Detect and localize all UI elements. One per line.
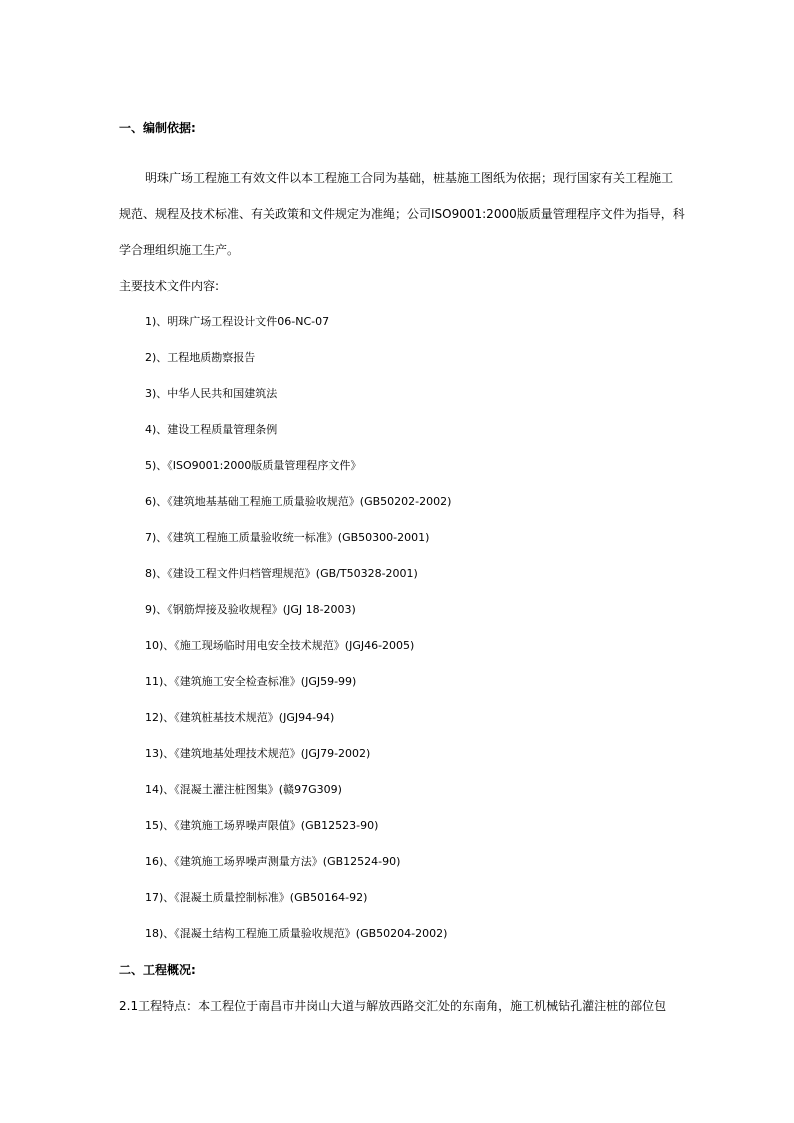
list-item: 1)、明珠广场工程设计文件06-NC-07 <box>145 315 330 328</box>
section-2-first-line: 2.1工程特点：本工程位于南昌市井岗山大道与解放西路交汇处的东南角，施工机械钻孔灌注桩的部位包 <box>119 999 667 1013</box>
paragraph-line-1: 明珠广场工程施工有效文件以本工程施工合同为基础，桩基施工图纸为依据；现行国家有关工程施工 <box>145 171 674 185</box>
list-item: 2)、工程地质勘察报告 <box>145 351 256 364</box>
list-item: 17)、《混凝土质量控制标准》(GB50164-92) <box>145 891 368 904</box>
list-item: 7)、《建筑工程施工质量验收统一标准》(GB50300-2001) <box>145 531 430 544</box>
list-item: 3)、中华人民共和国建筑法 <box>145 387 278 400</box>
section-2-heading: 二、工程概况: <box>119 963 196 977</box>
list-item: 10)、《施工现场临时用电安全技术规范》(JGJ46-2005) <box>145 639 415 652</box>
list-item: 11)、《建筑施工安全检查标准》(JGJ59-99) <box>145 675 357 688</box>
paragraph-line-3: 学合理组织施工生产。 <box>119 243 240 257</box>
list-item: 8)、《建设工程文件归档管理规范》(GB/T50328-2001) <box>145 567 418 580</box>
paragraph-line-2: 规范、规程及技术标准、有关政策和文件规定为准绳；公司ISO9001:2000版质量管理程序文件为指导，科 <box>119 207 685 221</box>
list-item: 18)、《混凝土结构工程施工质量验收规范》(GB50204-2002) <box>145 927 448 940</box>
list-item: 5)、《ISO9001:2000版质量管理程序文件》 <box>145 459 362 472</box>
list-item: 13)、《建筑地基处理技术规范》(JGJ79-2002) <box>145 747 371 760</box>
list-item: 16)、《建筑施工场界噪声测量方法》(GB12524-90) <box>145 855 401 868</box>
list-item: 12)、《建筑桩基技术规范》(JGJ94-94) <box>145 711 335 724</box>
section-1-heading: 一、编制依据: <box>119 121 196 135</box>
list-item: 4)、建设工程质量管理条例 <box>145 423 278 436</box>
list-item: 14)、《混凝土灌注桩图集》(赣97G309) <box>145 783 342 796</box>
list-item: 15)、《建筑施工场界噪声限值》(GB12523-90) <box>145 819 379 832</box>
list-item: 6)、《建筑地基基础工程施工质量验收规范》(GB50202-2002) <box>145 495 452 508</box>
list-item: 9)、《钢筋焊接及验收规程》(JGJ 18-2003) <box>145 603 356 616</box>
subheading-tech-docs: 主要技术文件内容: <box>119 279 220 293</box>
